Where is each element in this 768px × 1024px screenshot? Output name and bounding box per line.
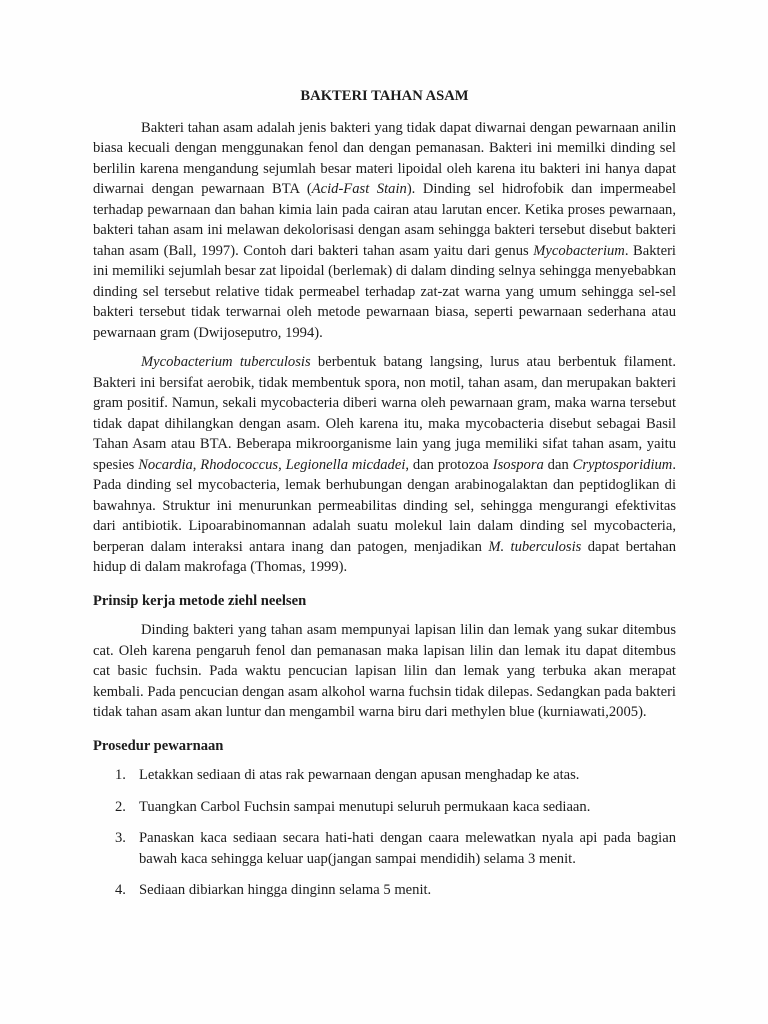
list-item-number: 3. [115,830,126,846]
italic-term: Legionella micdadei [285,456,406,473]
italic-term: Mycobacterium tuberculosis [141,354,311,370]
italic-term: Isospora [492,456,544,473]
list-item-number: 4. [115,882,126,898]
text-run: . Pada dinding sel mycobacteria, lemak berhubungan dengan arabinogalaktan dan peptidoglikan di bawahnya. Struktur ini menurunkan permeabilitas dinding sel, sehingga mengurangi efektivitas dari antibiotik. Lipoarabinomannan adalah suatu molekul lain dalam dinding sel mycobacteria, berperan dalam interaksi antara inang dan patogen, menjadikan [93,456,676,555]
intro-paragraph-2 [93,352,676,578]
document-content [93,86,676,912]
text-run: dapat bertahan hidup di dalam makrofaga (Thomas, 1999). [93,538,677,575]
list-item-number: 2. [115,798,126,815]
italic-term: M. tuberculosis [488,538,582,555]
list-item [93,765,676,786]
italic-term: Rhodococcus [200,456,279,473]
text-run: . Bakteri ini memiliki sejumlah besar zat lipoidal (berlemak) di dalam dinding selnya sehingga menyebabkan dinding sel tersebut relative tidak permeabel terhadap zat-zat warna yang umum sehingga sel-sel bakteri tersebut tidak terwarnai oleh metode pewarnaan biasa, seperti pewarnaan sederhana atau pewarnaan gram (Dwijoseputro, 1994). [93,242,676,341]
text-run: berbentuk batang langsing, lurus atau berbentuk filament. Bakteri ini bersifat aerobik, tidak membentuk spora, non motil, tahan asam, dan merupakan bakteri gram positif. Namun, sekali mycobacteria diberi warna oleh pewarnaan gram, maka warna tersebut tidak dapat dihilangkan dengan asam. Oleh karena itu, maka mycobacteria disebut sebagai Basil Tahan Asam atau BTA. Beberapa mikroorganisme lain yang juga memiliki sifat tahan asam, yaitu spesies [93,354,676,473]
italic-term: Acid-Fast Stain [311,181,407,197]
italic-term: Mycobacterium [533,242,625,259]
text-run: , [192,456,201,473]
list-item-text: Sediaan dibiarkan hingga dinginn selama 5 menit. [139,882,432,898]
page-title: BAKTERI TAHAN ASAM [300,88,469,104]
text-run: ). Dinding sel hidrofobik dan impermeabel terhadap pewarnaan dan bahan kimia lain pada cairan atau larutan encer. Ketika proses pewarnaan, bakteri tahan asam ini melawan dekolorisasi dengan asam sehingga bakteri tersebut disebut bakteri tahan asam (Ball, 1997). Contoh dari bakteri tahan asam yaitu dari genus [93,181,676,259]
list-item [93,880,676,901]
list-item-text: Letakkan sediaan di atas rak pewarnaan dengan apusan menghadap ke atas. [139,767,580,783]
prinsip-paragraph: Dinding bakteri yang tahan asam mempunyai lapisan lilin dan lemak yang sukar ditembus cat. Oleh karena pengaruh fenol dan pemanasan maka lapisan lilin dan lemak itu dapat ditembus cat basic fuchsin. Pada waktu pencucian lapisan lilin dan lemak yang terbuka akan merapat kembali. Pada pencucian dengan asam alkohol warna fuchsin tidak dilepas. Sedangkan pada bakteri tidak tahan asam akan luntur dan mengambil warna biru dari methylen blue (kurniawati,2005). [93,622,676,720]
text-run: dan [543,456,573,473]
text-run: Bakteri tahan asam adalah jenis bakteri yang tidak dapat diwarnai dengan pewarnaan anilin biasa kecuali dengan menggunakan fenol dan dengan pemanasan. Bakteri ini memilki dinding sel berlilin karena mengandung sejumlah besar materi lipoidal oleh karena itu bakteri ini hanya dapat diwarnai dengan pewarnaan BTA ( [93,119,676,197]
intro-paragraph-1 [93,118,676,344]
list-item-number: 1. [115,767,126,783]
italic-term: Nocardia [138,456,193,473]
section-heading-prosedur: Prosedur pewarnaan [93,737,224,754]
section-heading-prinsip: Prinsip kerja metode ziehl neelsen [93,592,307,609]
italic-term: Cryptosporidium [572,456,673,473]
procedure-list [93,765,676,901]
list-item [93,797,676,818]
list-item-text: Tuangkan Carbol Fuchsin sampai menutupi seluruh permukaan kaca sediaan. [139,798,591,815]
list-item [93,828,676,869]
list-item-text: Panaskan kaca sediaan secara hati-hati dengan caara melewatkan nyala api pada bagian bawah kaca sehingga keluar uap(jangan sampai mendidih) selama 3 menit. [139,830,676,867]
text-run: , [278,456,286,473]
text-run: , dan protozoa [405,456,493,473]
